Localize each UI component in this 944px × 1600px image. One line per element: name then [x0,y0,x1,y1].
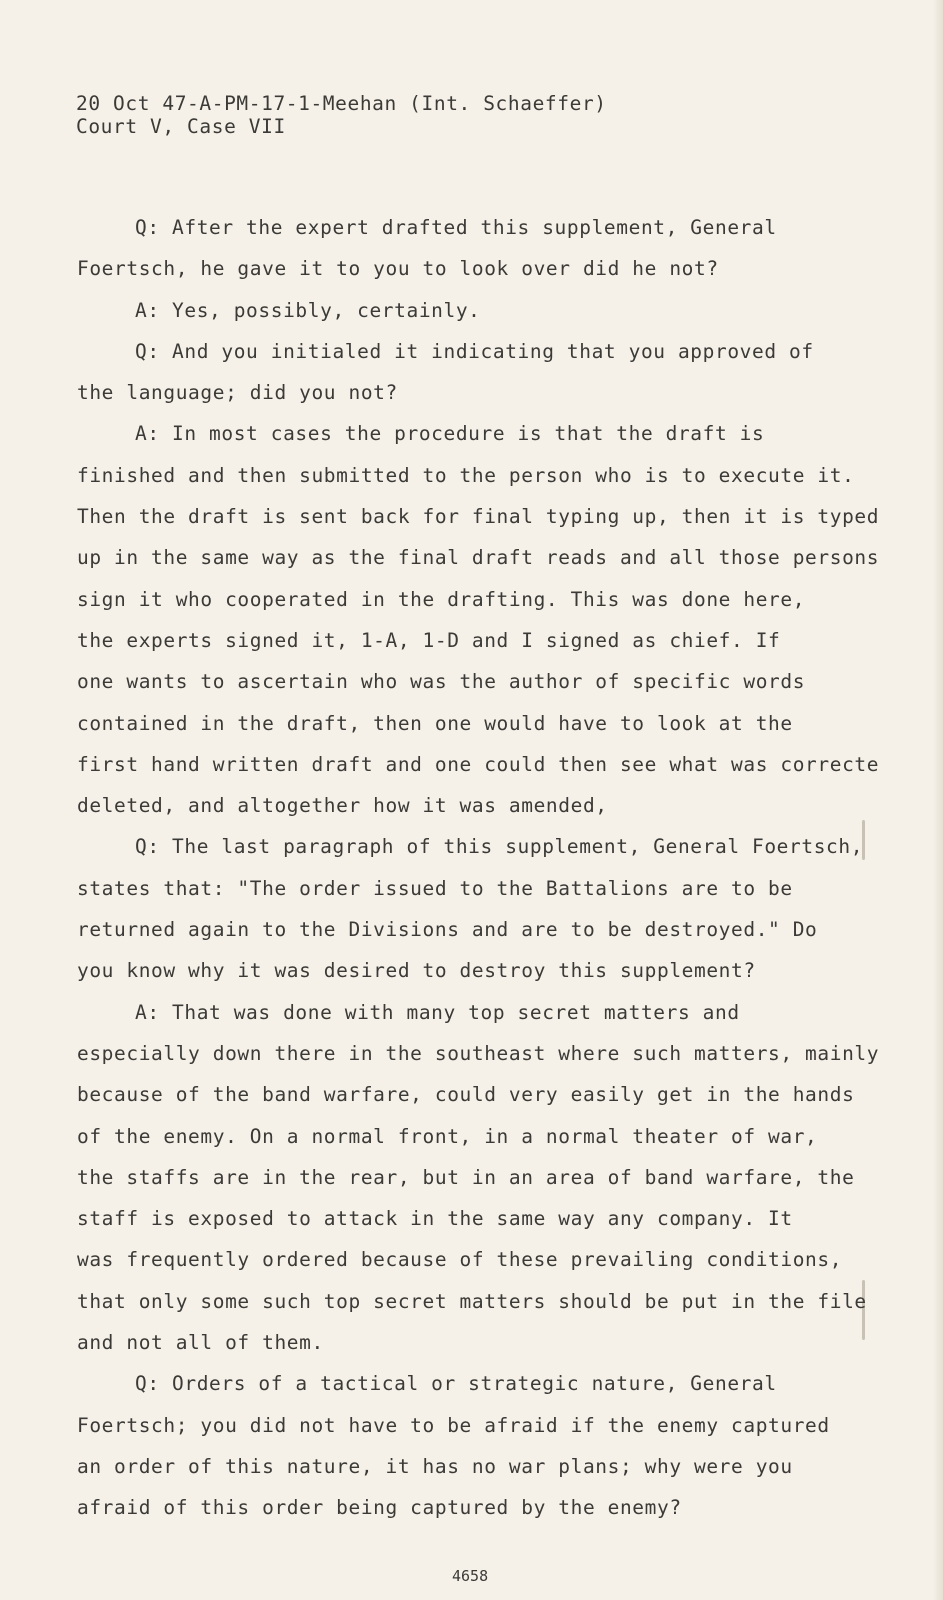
transcript-line: the language; did you not? [77,381,398,405]
transcript-line: staff is exposed to attack in the same way any company. It [77,1207,793,1231]
transcript-line: Q: The last paragraph of this supplement, General Foertsch, [135,835,864,859]
transcript-line: and not all of them. [77,1331,324,1355]
transcript-line: Foertsch; you did not have to be afraid if the enemy captured [77,1413,830,1437]
transcript-line: up in the same way as the final draft reads and all those persons [77,546,880,570]
transcript-line: you know why it was desired to destroy this supplement? [77,959,756,983]
transcript-line: one wants to ascertain who was the author of specific words [77,670,806,694]
page-edge-shadow [933,0,943,1600]
transcript-line: afraid of this order being captured by the enemy? [77,1496,682,1520]
transcript-line: sign it who cooperated in the drafting. This was done here, [77,587,806,611]
transcript-line: A: That was done with many top secret matters and [135,1000,740,1024]
transcript-line: A: Yes, possibly, certainly. [135,298,481,322]
transcript-line: states that: "The order issued to the Battalions are to be [77,876,793,900]
transcript-line: that only some such top secret matters should be put in the file [77,1289,867,1313]
transcript-line: contained in the draft, then one would have to look at the [77,711,793,735]
transcript-line: A: In most cases the procedure is that the draft is [135,422,765,446]
header-line-2: Court V, Case VII [76,115,286,138]
transcript-line: because of the band warfare, could very easily get in the hands [77,1083,855,1107]
transcript-line: returned again to the Divisions and are to be destroyed." Do [77,918,818,942]
header-line-1: 20 Oct 47-A-PM-17-1-Meehan (Int. Schaeffer) [76,92,607,115]
transcript-line: Then the draft is sent back for final typing up, then it is typed [77,505,880,529]
transcript-line: deleted, and altogether how it was amended, [77,794,608,818]
transcript-body [77,207,879,1529]
document-header [76,92,607,138]
transcript-line: finished and then submitted to the person who is to execute it. [77,463,855,487]
transcript-line: Foertsch, he gave it to you to look over did he not? [77,257,719,281]
transcript-line: an order of this nature, it has no war plans; why were you [77,1454,793,1478]
transcript-line: the experts signed it, 1-A, 1-D and I signed as chief. If [77,628,781,652]
transcript-line: the staffs are in the rear, but in an area of band warfare, the [77,1165,855,1189]
transcript-line: of the enemy. On a normal front, in a normal theater of war, [77,1124,818,1148]
page-number: 4658 [452,1567,489,1585]
transcript-line: Q: After the expert drafted this supplement, General [135,216,777,239]
transcript-line: was frequently ordered because of these prevailing conditions, [77,1248,843,1272]
transcript-line: Q: And you initialed it indicating that you approved of [135,339,814,363]
transcript-line: especially down there in the southeast where such matters, mainly [77,1041,880,1065]
transcript-line: first hand written draft and one could then see what was correcte [77,752,880,776]
transcript-line: Q: Orders of a tactical or strategic nature, General [135,1372,777,1396]
